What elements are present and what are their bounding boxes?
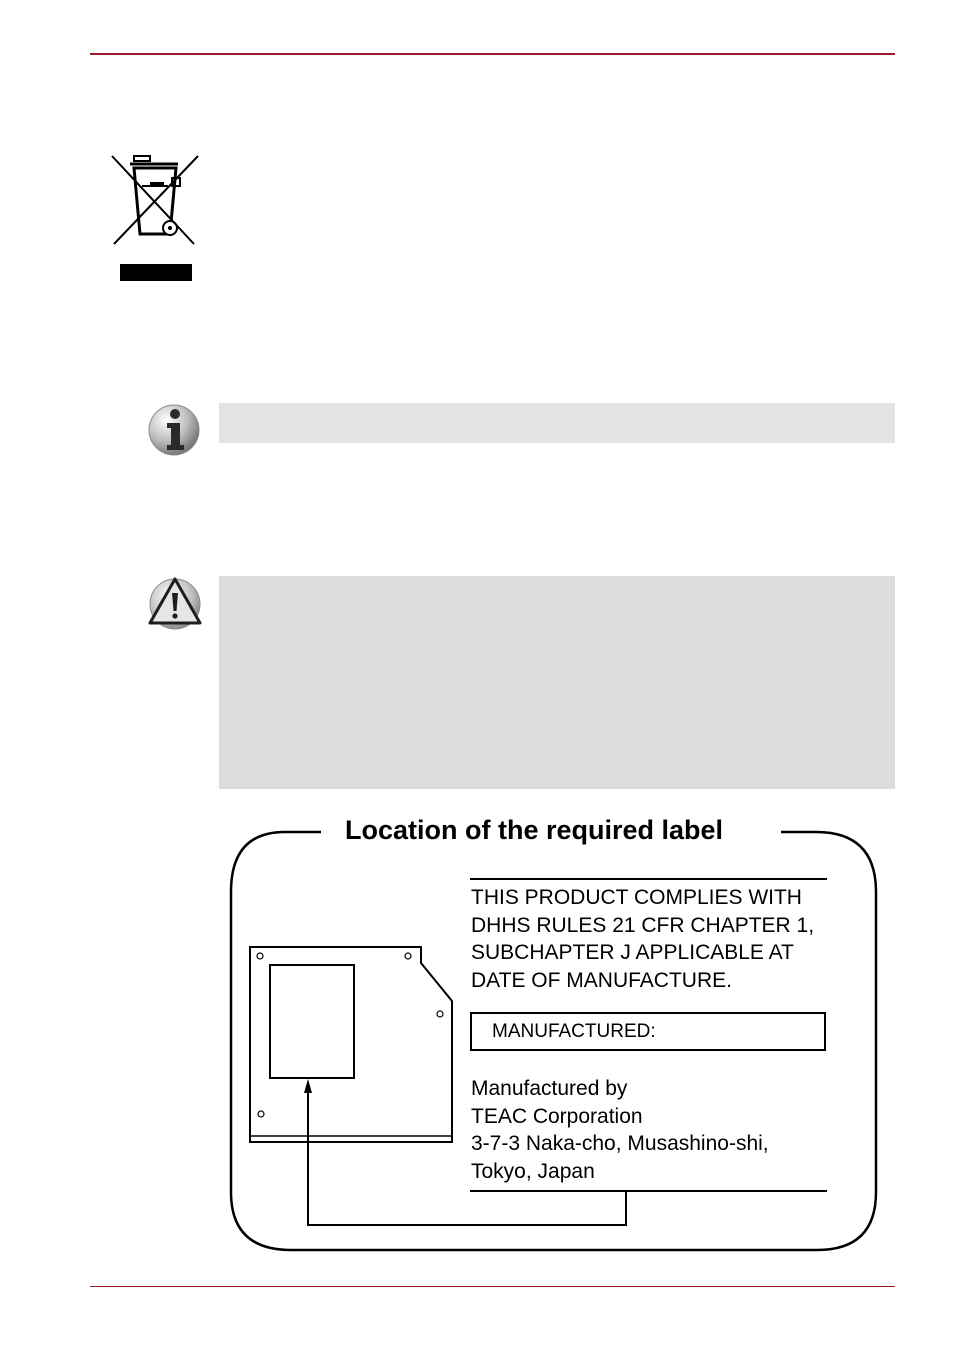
- caution-box: [219, 576, 895, 789]
- header-rule: [90, 53, 895, 55]
- footer-rule: [90, 1286, 895, 1287]
- figure-title: Location of the required label: [345, 815, 724, 845]
- compliance-line: DHHS RULES 21 CFR CHAPTER 1,: [471, 913, 815, 937]
- manufacturer-line: TEAC Corporation: [471, 1104, 643, 1128]
- manufactured-label: MANUFACTURED:: [492, 1021, 656, 1042]
- manufacturer-line: Tokyo, Japan: [471, 1159, 595, 1183]
- compliance-statement: [471, 884, 814, 994]
- compliance-line: DATE OF MANUFACTURE.: [471, 968, 732, 992]
- info-icon: [147, 403, 201, 457]
- compliance-line: SUBCHAPTER J APPLICABLE AT: [471, 941, 794, 964]
- manufacturer-line: Manufactured by: [471, 1077, 628, 1100]
- warning-triangle-icon: [147, 575, 203, 631]
- compliance-line: THIS PRODUCT COMPLIES WITH: [471, 886, 802, 909]
- weee-bar: [120, 264, 192, 281]
- manufacturer-line: 3-7-3 Naka-cho, Musashino-shi,: [471, 1132, 769, 1155]
- manufacturer-info: [471, 1075, 769, 1185]
- note-box: [219, 403, 895, 443]
